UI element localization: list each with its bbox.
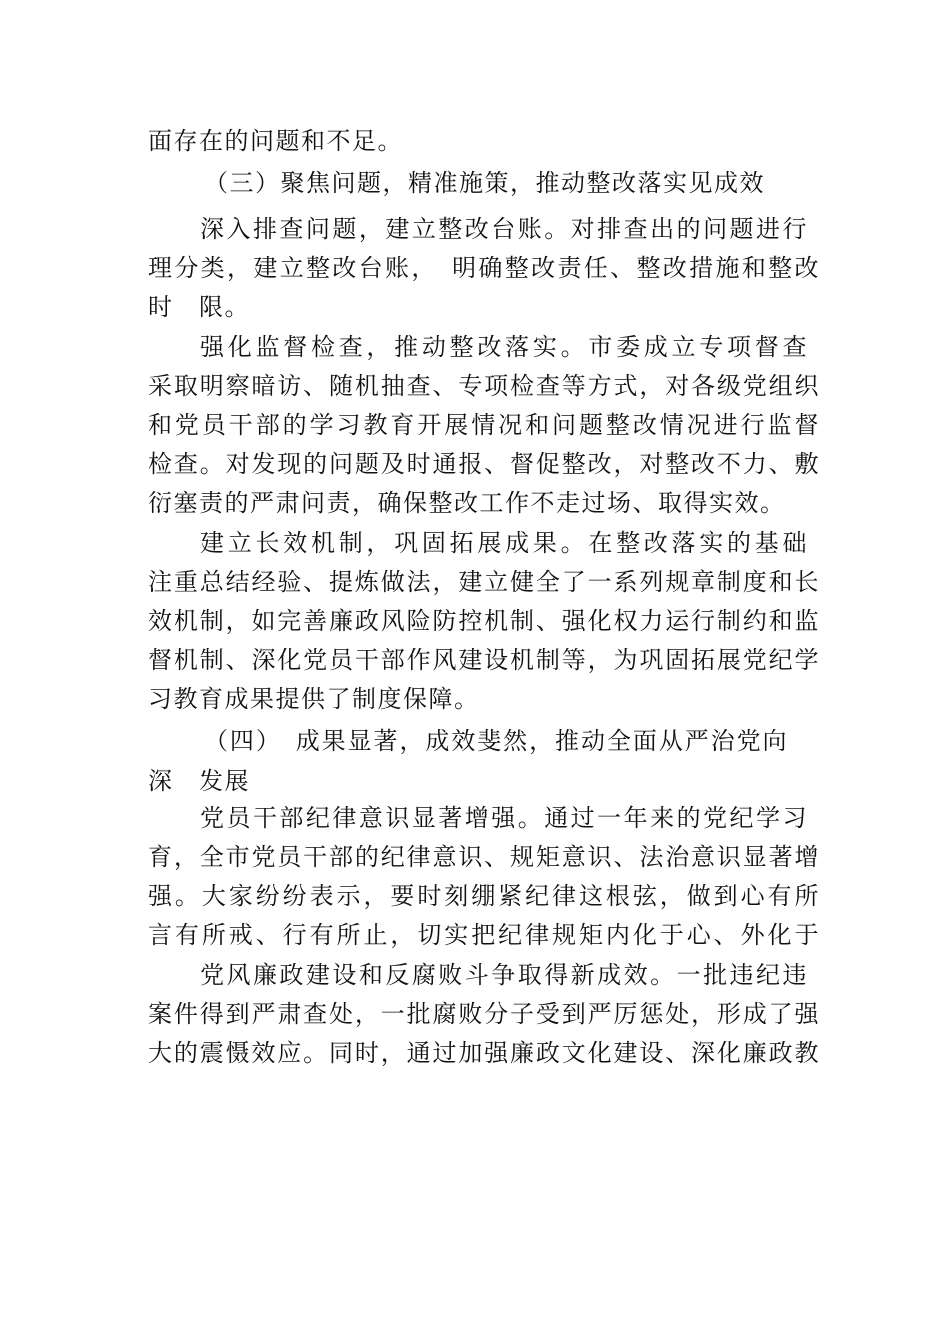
paragraph-line: 深入排查问题，建立整改台账。对排查出的问题进行 (200, 215, 808, 243)
paragraph-line: 面存在的问题和不足。 (148, 127, 403, 155)
paragraph-line: 注重总结经验、提炼做法，建立健全了一系列规章制度和长 (148, 568, 820, 596)
section-heading-4-cont: 深 发展 (148, 767, 250, 795)
paragraph-line: 理分类，建立整改台账， 明确整改责任、整改措施和整改 (148, 254, 820, 282)
paragraph-line: 时 限。 (148, 293, 250, 321)
paragraph-line: 检查。对发现的问题及时通报、督促整改，对整改不力、敷 (148, 450, 820, 478)
paragraph-line: 强化监督检查，推动整改落实。市委成立专项督查 (200, 333, 808, 361)
section-heading-4: （四） 成果显著，成效斐然，推动全面从严治党向 (204, 727, 788, 755)
paragraph-line: 党员干部纪律意识显著增强。通过一年来的党纪学习 (200, 804, 808, 832)
paragraph-line: 育，全市党员干部的纪律意识、规矩意识、法治意识显著增 (148, 843, 820, 871)
paragraph-line: 建立长效机制，巩固拓展成果。在整改落实的基础 (200, 529, 808, 557)
paragraph-line: 习教育成果提供了制度保障。 (148, 685, 480, 713)
paragraph-line: 大的震慑效应。同时，通过加强廉政文化建设、深化廉政教 (148, 1039, 820, 1067)
paragraph-line: 案件得到严肃查处，一批腐败分子受到严厉惩处，形成了强 (148, 1000, 820, 1028)
paragraph-line: 采取明察暗访、随机抽查、专项检查等方式，对各级党组织 (148, 372, 820, 400)
paragraph-line: 党风廉政建设和反腐败斗争取得新成效。一批违纪违 (200, 961, 808, 989)
paragraph-line: 衍塞责的严肃问责，确保整改工作不走过场、取得实效。 (148, 489, 786, 517)
paragraph-line: 强。大家纷纷表示，要时刻绷紧纪律这根弦，做到心有所 (148, 882, 820, 910)
paragraph-line: 和党员干部的学习教育开展情况和问题整改情况进行监督 (148, 411, 820, 439)
section-heading-3: （三）聚焦问题，精准施策，推动整改落实见成效 (204, 169, 765, 197)
paragraph-line: 效机制，如完善廉政风险防控机制、强化权力运行制约和监 (148, 607, 820, 635)
paragraph-line: 督机制、深化党员干部作风建设机制等，为巩固拓展党纪学 (148, 646, 820, 674)
paragraph-line: 言有所戒、行有所止，切实把纪律规矩内化于心、外化于 (148, 921, 820, 949)
